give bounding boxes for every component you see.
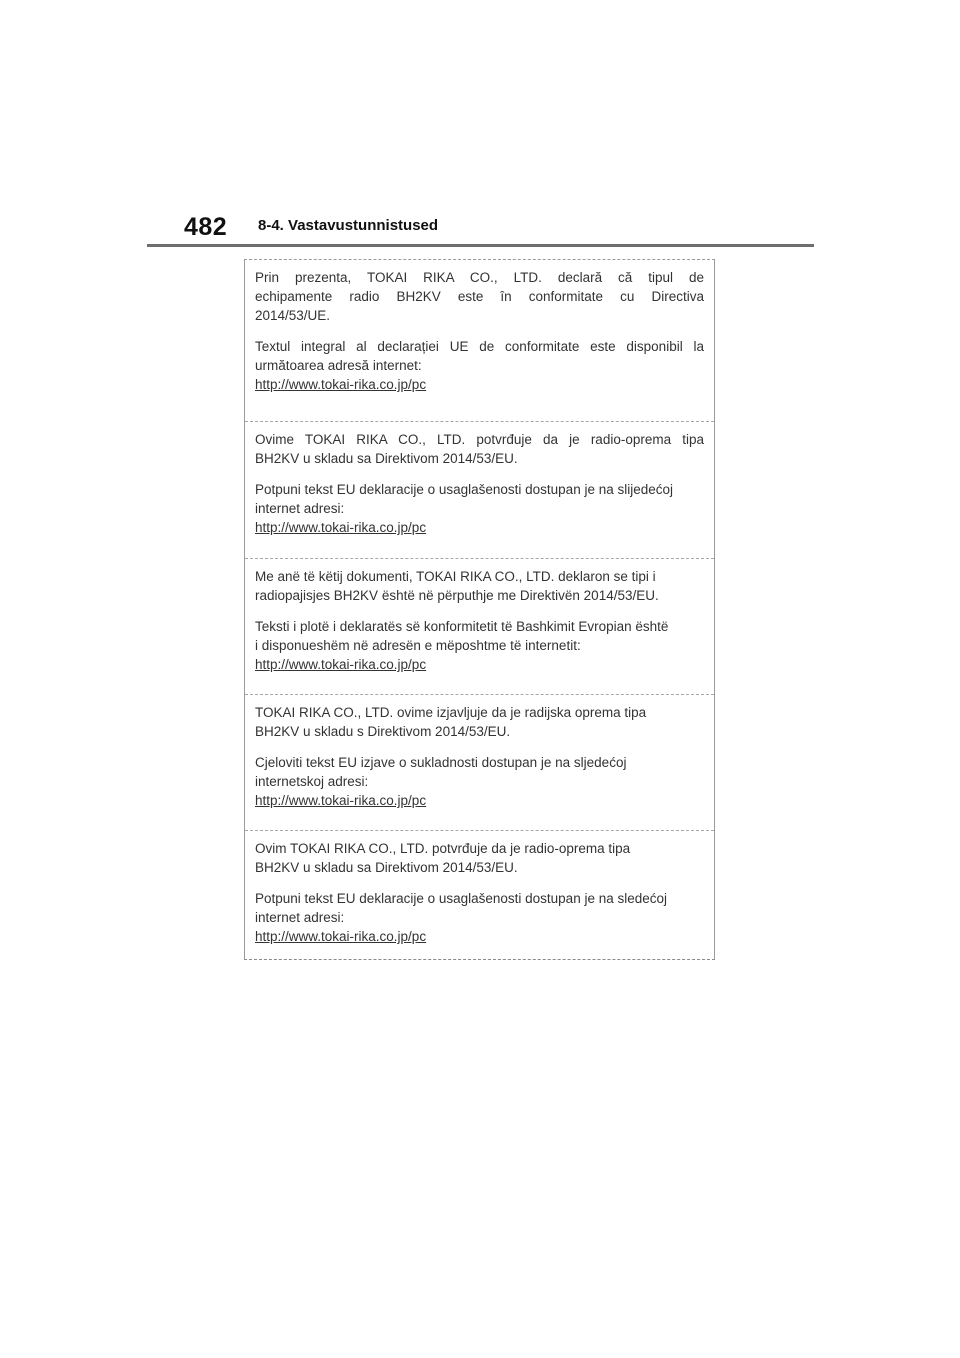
fulltext-line: Potpuni tekst EU deklaracije o usaglašenosti dostupan je na sledećoj (255, 891, 668, 906)
fulltext-line: internetskoj adresi: (255, 774, 369, 789)
fulltext-line: Textul integral al declarației UE de conformitate este disponibil la (255, 339, 704, 354)
statement-line: BH2KV u skladu sa Direktivom 2014/53/EU. (255, 451, 518, 466)
statement-line: Prin prezenta, TOKAI RIKA CO., LTD. declară că tipul de (255, 270, 704, 285)
page-number: 482 (184, 213, 228, 241)
fulltext-line: Teksti i plotë i deklaratës së konformitetit të Bashkimit Evropian është (255, 619, 669, 634)
section-title: 8-4. Vastavustunnistused (258, 217, 439, 234)
declaration-url-link[interactable]: http://www.tokai-rika.co.jp/pc (255, 520, 427, 535)
declaration-block-romanian (245, 260, 714, 421)
statement-line: BH2KV u skladu sa Direktivom 2014/53/EU. (255, 860, 518, 875)
statement-line: BH2KV u skladu s Direktivom 2014/53/EU. (255, 724, 511, 739)
statement-line: TOKAI RIKA CO., LTD. ovime izjavljuje da je radijska oprema tipa (255, 705, 647, 720)
declarations-box (244, 259, 715, 960)
declaration-block-albanian (245, 558, 714, 694)
declaration-url-link[interactable]: http://www.tokai-rika.co.jp/pc (255, 377, 427, 392)
statement-text (255, 703, 704, 741)
statement-line: Ovim TOKAI RIKA CO., LTD. potvrđuje da je radio-oprema tipa (255, 841, 631, 856)
fulltext-line: i disponueshëm në adresën e mëposhtme të internetit: (255, 638, 581, 653)
statement-line: Ovime TOKAI RIKA CO., LTD. potvrđuje da je radio-oprema tipa (255, 432, 704, 447)
declaration-url-link[interactable]: http://www.tokai-rika.co.jp/pc (255, 793, 427, 808)
declaration-block-serbian (245, 830, 714, 959)
statement-line: echipamente radio BH2KV este în conformitate cu Directiva (255, 289, 704, 304)
declaration-block-bosnian (245, 421, 714, 558)
fulltext-line: internet adresi: (255, 910, 345, 925)
fulltext-line: următoarea adresă internet: (255, 358, 422, 373)
statement-line: 2014/53/UE. (255, 308, 331, 323)
declaration-block-croatian (245, 694, 714, 830)
fulltext-line: Potpuni tekst EU deklaracije o usaglašenosti dostupan je na slijedećoj (255, 482, 674, 497)
statement-line: radiopajisjes BH2KV është në përputhje me Direktivën 2014/53/EU. (255, 588, 659, 603)
statement-text (255, 430, 704, 468)
statement-text (255, 567, 704, 605)
header-divider (147, 244, 814, 247)
statement-text (255, 268, 704, 325)
fulltext-text (255, 753, 704, 791)
declaration-url-link[interactable]: http://www.tokai-rika.co.jp/pc (255, 657, 427, 672)
statement-line: Me anë të këtij dokumenti, TOKAI RIKA CO., LTD. deklaron se tipi i (255, 569, 656, 584)
declaration-url-link[interactable]: http://www.tokai-rika.co.jp/pc (255, 929, 427, 944)
fulltext-text (255, 337, 704, 375)
statement-text (255, 839, 704, 877)
fulltext-line: Cjeloviti tekst EU izjave o sukladnosti dostupan je na sljedećoj (255, 755, 627, 770)
fulltext-text (255, 480, 704, 518)
fulltext-text (255, 889, 704, 927)
fulltext-text (255, 617, 704, 655)
fulltext-line: internet adresi: (255, 501, 345, 516)
